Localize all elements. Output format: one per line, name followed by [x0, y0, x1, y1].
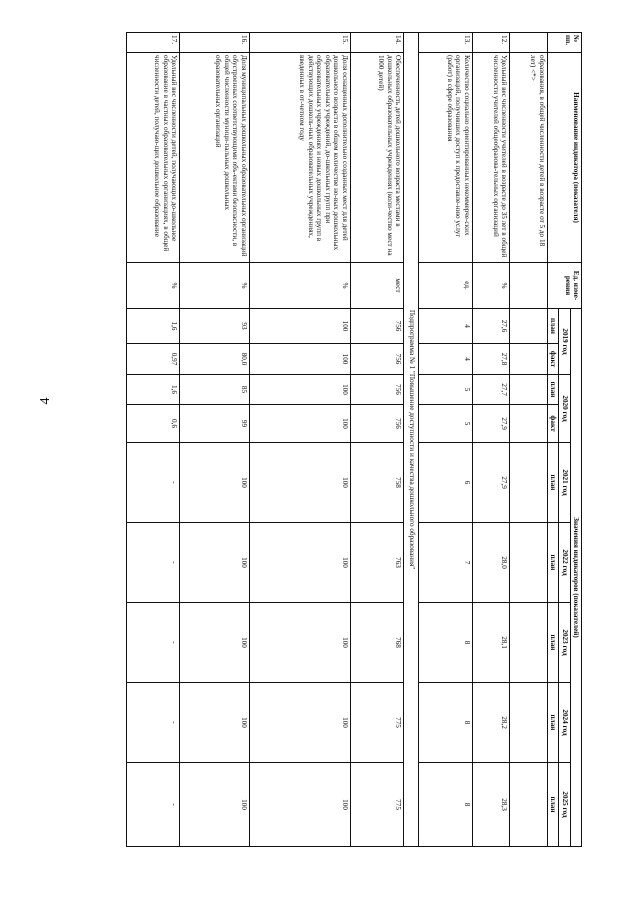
year-2020: 2020 год — [559, 375, 570, 443]
value-cell — [510, 683, 547, 763]
value-cell: 8 — [419, 763, 472, 847]
value-cell: 5 — [419, 405, 472, 443]
value-cell: 28,0 — [472, 523, 509, 603]
header-row-1 — [570, 33, 581, 847]
row-unit: % — [249, 263, 350, 309]
value-cell: 80,0 — [180, 344, 249, 375]
value-cell: 28,2 — [472, 683, 509, 763]
value-cell: 27,7 — [472, 375, 509, 405]
value-cell: 8 — [419, 603, 472, 683]
value-cell: 100 — [180, 523, 249, 603]
value-cell: 100 — [180, 683, 249, 763]
row-name: Доля оснащенных дополнительно созданных мест для детей дошкольного возраста в общем количестве но-вых дошкольных образовательных учреждений, до-школьных групп при образовательных учреждениях и новых дошкольных групп в действующих дошколь-ных образовательных учреждениях, введенных в от-четном году — [249, 53, 350, 263]
year-2022: 2022 год — [559, 523, 570, 603]
value-cell: 756 — [350, 344, 403, 375]
value-cell: 28,3 — [472, 763, 509, 847]
value-cell — [510, 375, 547, 405]
table-body-top — [127, 33, 548, 847]
value-cell: 100 — [249, 405, 350, 443]
value-cell: 100 — [249, 683, 350, 763]
fact-label: факт — [547, 405, 558, 443]
value-cell: 5 — [419, 375, 472, 405]
plan-label: план — [547, 309, 558, 344]
year-2019: 2019 год — [559, 309, 570, 375]
year-2025: 2025 год — [559, 763, 570, 847]
plan-label: план — [547, 375, 558, 405]
value-cell: 7 — [419, 523, 472, 603]
row-num: 15. — [249, 33, 350, 53]
indicator-table-wrap — [126, 32, 582, 846]
table-row — [510, 33, 547, 847]
plan-label: план — [547, 603, 558, 683]
value-cell: 4 — [419, 309, 472, 344]
value-cell: 768 — [350, 603, 403, 683]
col-unit-header: Ед. изме-рения — [547, 263, 581, 309]
subprogram-row — [404, 33, 419, 847]
table-row — [249, 33, 350, 847]
page-number: 4 — [38, 397, 53, 405]
values-header: Значения индикаторов (показателей) — [570, 309, 581, 847]
year-2021: 2021 год — [559, 443, 570, 523]
row-name: Удельный вес численности детей, получающих до-школьное образование в частных образовательных организациях, в общей численности детей, получаю-щих дошкольное образование — [127, 53, 180, 263]
value-cell: 100 — [249, 375, 350, 405]
row-unit: ед. — [419, 263, 472, 309]
plan-label: план — [547, 683, 558, 763]
value-cell: - — [127, 603, 180, 683]
value-cell — [510, 603, 547, 683]
value-cell: - — [127, 443, 180, 523]
table-row — [127, 33, 180, 847]
value-cell — [510, 344, 547, 375]
year-2024: 2024 год — [559, 683, 570, 763]
fact-label: факт — [547, 344, 558, 375]
value-cell: 8 — [419, 683, 472, 763]
value-cell: - — [127, 523, 180, 603]
row-name: Обеспеченность детей дошкольного возраста местами в дошкольных образовательных учреждениях (коли-чество мест на 1000 детей) — [350, 53, 403, 263]
row-name: Доля муниципальных дошкольных образовательных организаций обустроенных соответствующими объ-ектами безопасности, в общей численности муници-пальных дошкольных образовательных организаций — [180, 53, 249, 263]
subprogram-title: Подпрограмма № 1 "Повышение доступности и качества дошкольного образования" — [404, 33, 419, 847]
value-cell — [510, 523, 547, 603]
row-unit: % — [127, 263, 180, 309]
plan-label: план — [547, 443, 558, 523]
row-unit: % — [180, 263, 249, 309]
value-cell: 756 — [350, 309, 403, 344]
value-cell: 100 — [180, 763, 249, 847]
value-cell: 758 — [350, 443, 403, 523]
value-cell: 763 — [350, 523, 403, 603]
row-num: 17. — [127, 33, 180, 53]
value-cell: 27,6 — [472, 309, 509, 344]
value-cell: 100 — [249, 443, 350, 523]
value-cell: 775 — [350, 683, 403, 763]
value-cell: 100 — [249, 344, 350, 375]
value-cell: 100 — [249, 309, 350, 344]
plan-label: план — [547, 763, 558, 847]
value-cell: 756 — [350, 375, 403, 405]
value-cell: 93 — [180, 309, 249, 344]
indicator-table — [126, 32, 582, 847]
value-cell — [510, 763, 547, 847]
value-cell: 6 — [419, 443, 472, 523]
row-unit — [510, 263, 547, 309]
row-num: 16. — [180, 33, 249, 53]
row-num: 14. — [350, 33, 403, 53]
row-name: Количество социально ориентированных некоммерче-ских организаций, получивших доступ к предоставле-нию услуг (работ) в сфере образования — [419, 53, 472, 263]
row-num: 12. — [472, 33, 509, 53]
value-cell: 100 — [180, 443, 249, 523]
value-cell: 100 — [180, 603, 249, 683]
col-num-header: № пп. — [547, 33, 581, 53]
value-cell: 27,9 — [472, 405, 509, 443]
value-cell: 100 — [249, 523, 350, 603]
value-cell — [510, 405, 547, 443]
value-cell — [510, 309, 547, 344]
value-cell: 4 — [419, 344, 472, 375]
value-cell — [510, 443, 547, 523]
value-cell: 0,6 — [127, 405, 180, 443]
value-cell: 775 — [350, 763, 403, 847]
value-cell: 1,6 — [127, 309, 180, 344]
value-cell: 27,9 — [472, 443, 509, 523]
plan-label: план — [547, 523, 558, 603]
value-cell: 28,1 — [472, 603, 509, 683]
value-cell: 0,97 — [127, 344, 180, 375]
value-cell: - — [127, 683, 180, 763]
table-row — [472, 33, 509, 847]
col-name-header: Наименование индикатора (показателя) — [547, 53, 581, 263]
row-unit: мест — [350, 263, 403, 309]
row-num: 13. — [419, 33, 472, 53]
value-cell: - — [127, 763, 180, 847]
row-num — [510, 33, 547, 53]
value-cell: 100 — [249, 603, 350, 683]
value-cell: 756 — [350, 405, 403, 443]
value-cell: 1,6 — [127, 375, 180, 405]
table-row — [419, 33, 472, 847]
row-name: Удельный вес численности учителей в возрасте до 35 лет в общей численности учителей общеобразова-тельных организаций — [472, 53, 509, 263]
table-row — [350, 33, 403, 847]
row-unit: % — [472, 263, 509, 309]
value-cell: 99 — [180, 405, 249, 443]
value-cell: 85 — [180, 375, 249, 405]
table-row — [180, 33, 249, 847]
year-2023: 2023 год — [559, 603, 570, 683]
value-cell: 100 — [249, 763, 350, 847]
value-cell: 27,8 — [472, 344, 509, 375]
row-name: образования, в общей численности детей в возрасте от 5 до 18 лет) <*> — [510, 53, 547, 263]
